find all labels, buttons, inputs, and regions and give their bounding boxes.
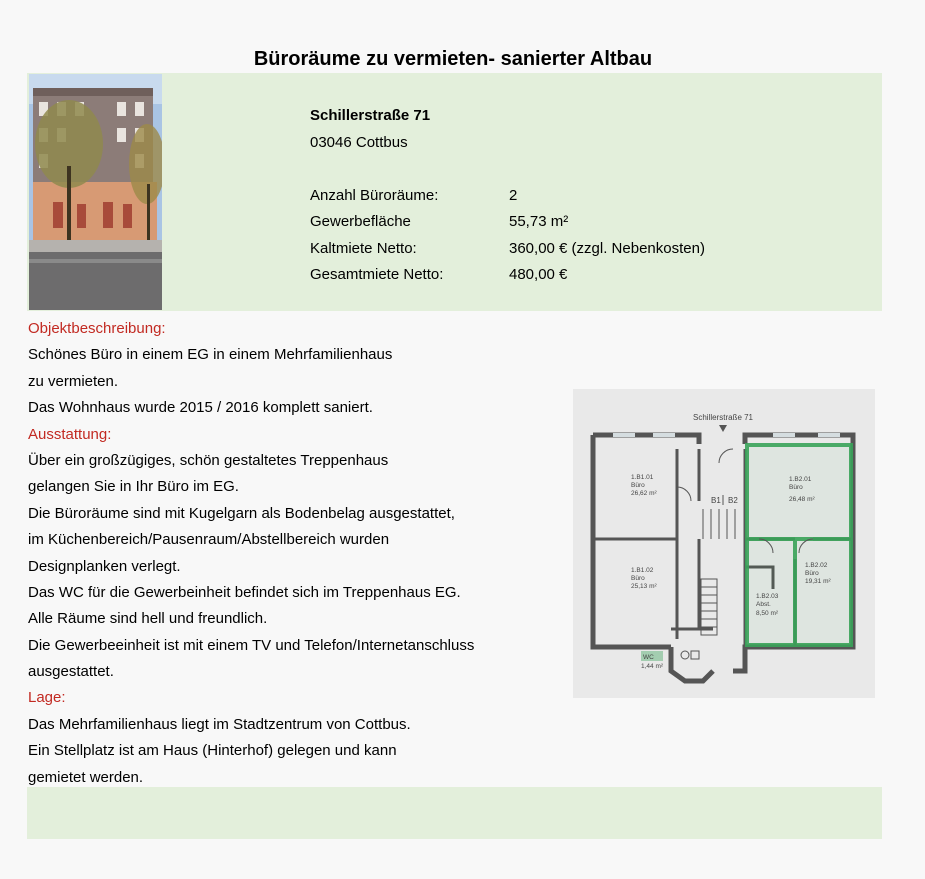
- room-name: Büro: [631, 575, 645, 582]
- room-name: Abst.: [756, 601, 771, 608]
- room-area: 19,31 m²: [805, 578, 831, 585]
- fact-label-rooms: Anzahl Büroräume:: [310, 187, 439, 204]
- room-id: 1.B1.02: [631, 567, 654, 574]
- room-id: 1.B1.01: [631, 474, 654, 481]
- room-id: 1.B2.01: [789, 476, 812, 483]
- room-name: Büro: [805, 570, 819, 577]
- description: [28, 316, 548, 791]
- b2-label: B2: [728, 496, 738, 505]
- description-line: zu vermieten.: [28, 372, 119, 390]
- room-area: 25,13 m²: [631, 583, 657, 590]
- street-address: Schillerstraße 71: [310, 107, 431, 124]
- room-area: 26,62 m²: [631, 490, 657, 497]
- fact-value-cold-rent: 360,00 € (zzgl. Nebenkosten): [509, 240, 705, 257]
- fact-value-area: 55,73 m²: [509, 213, 569, 230]
- equipment-line: Designplanken verlegt.: [28, 557, 181, 575]
- equipment-line: ausgestattet.: [28, 663, 114, 681]
- equipment-heading: Ausstattung:: [28, 425, 112, 443]
- city-address: 03046 Cottbus: [310, 134, 408, 151]
- room-name: Büro: [789, 484, 803, 491]
- b1-label: B1: [711, 496, 721, 505]
- room-id: 1.B2.03: [756, 593, 779, 600]
- equipment-line: Alle Räume sind hell und freundlich.: [28, 610, 268, 628]
- location-line: Ein Stellplatz ist am Haus (Hinterhof) gelegen und kann: [28, 742, 397, 760]
- equipment-line: Das WC für die Gewerbeinheit befindet sich im Treppenhaus EG.: [28, 583, 461, 601]
- location-line: gemietet werden.: [28, 768, 144, 786]
- wc-label: WC: [643, 654, 654, 661]
- location-line: Das Mehrfamilienhaus liegt im Stadtzentrum von Cottbus.: [28, 715, 411, 733]
- fact-label-area: Gewerbefläche: [310, 213, 411, 230]
- room-id: 1.B2.02: [805, 562, 828, 569]
- fact-value-total-rent: 480,00 €: [509, 266, 568, 283]
- room-area: 8,50 m²: [756, 610, 779, 617]
- description-line: Das Wohnhaus wurde 2015 / 2016 komplett saniert.: [28, 399, 373, 417]
- description-line: Schönes Büro in einem EG in einem Mehrfamilienhaus: [28, 346, 393, 364]
- equipment-line: Die Gewerbeeinheit ist mit einem TV und Telefon/Internetanschluss: [28, 636, 475, 654]
- equipment-line: gelangen Sie in Ihr Büro im EG.: [28, 478, 239, 496]
- building-photo: [29, 74, 162, 310]
- equipment-line: Die Büroräume sind mit Kugelgarn als Bodenbelag ausgestattet,: [28, 504, 455, 522]
- object-description-heading: Objektbeschreibung:: [28, 320, 166, 337]
- floor-plan: [573, 389, 875, 698]
- fact-value-rooms: 2: [509, 187, 518, 204]
- wc-area: 1,44 m²: [641, 663, 664, 670]
- page-title: Büroräume zu vermieten- sanierter Altbau: [253, 48, 653, 70]
- fact-label-cold-rent: Kaltmiete Netto:: [310, 240, 417, 257]
- equipment-line: Über ein großzügiges, schön gestaltetes Treppenhaus: [28, 451, 389, 469]
- fact-label-total-rent: Gesamtmiete Netto:: [310, 266, 444, 283]
- floorplan-street-label: Schillerstraße 71: [692, 413, 754, 422]
- room-name: Büro: [631, 482, 645, 489]
- room-area: 26,48 m²: [789, 496, 815, 503]
- location-heading: Lage:: [28, 689, 66, 707]
- equipment-line: im Küchenbereich/Pausenraum/Abstellbereich wurden: [28, 531, 390, 549]
- footer-panel: [27, 787, 882, 839]
